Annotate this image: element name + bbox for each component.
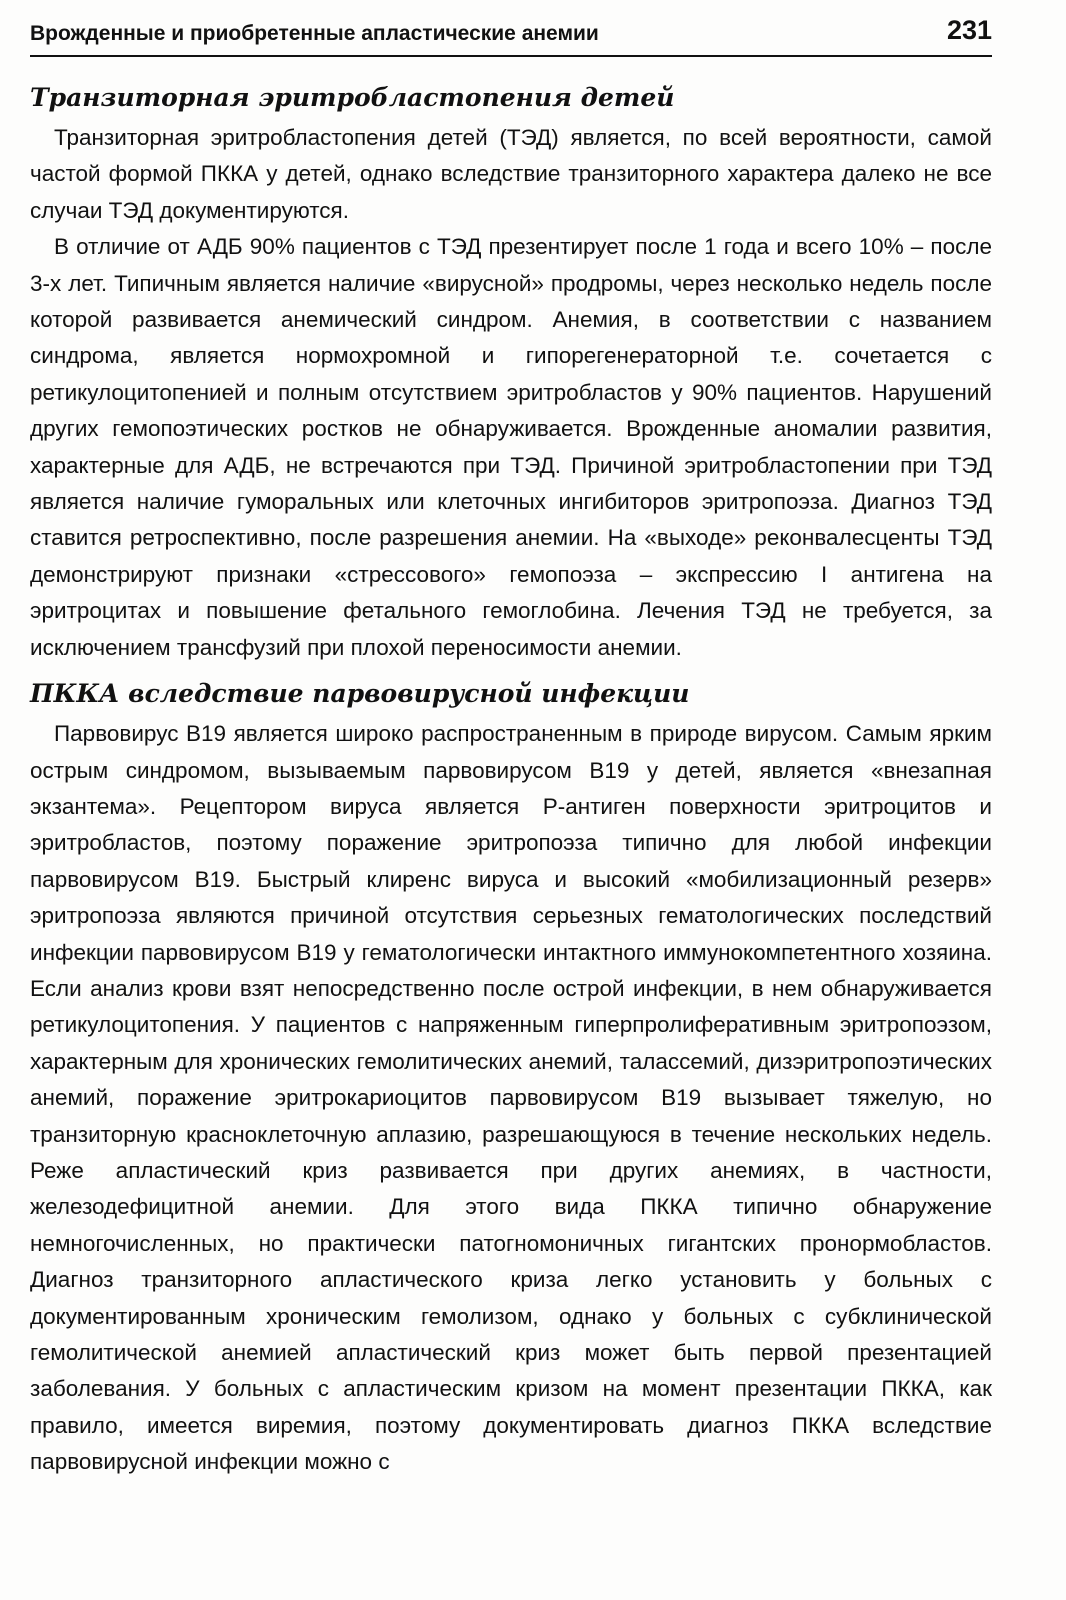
body-paragraph: В отличие от АДБ 90% пациентов с ТЭД презентирует после 1 года и всего 10% – после 3-х лет. Типичным является наличие «вирусной» продромы, через несколько недель после которой развивается анемический синдром. Анемия, в соответствии с названием синдрома, является нормохромной и гипорегенераторной т.е. сочетается с ретикулоцитопенией и полным отсутствием эритробластов у 90% пациентов. Нарушений других гемопоэтических ростков не обнаруживается. Врожденные аномалии развития, характерные для АДБ, не встречаются при ТЭД. Причиной эритробластопении при ТЭД является наличие гуморальных или клеточных ингибиторов эритропоэза. Диагноз ТЭД ставится ретроспективно, после разрешения анемии. На «выходе» реконвалесценты ТЭД демонстрируют признаки «стрессового» гемопоэза – экспрессию I антигена на эритроцитах и повышение фетального гемоглобина. Лечения ТЭД не требуется, за исключением трансфузий при плохой переносимости анемии. (30, 234, 992, 660)
body-paragraph: Транзиторная эритробластопения детей (ТЭД) является, по всей вероятности, самой частой формой ПККА у детей, однако вследствие транзиторного характера далеко не все случаи ТЭД документируются. (30, 125, 992, 223)
running-title: Врожденные и приобретенные апластические анемии (30, 22, 599, 45)
page-body (30, 76, 992, 1481)
section-heading-parvovirus-prca: ПККА вследствие парвовирусной инфекции (30, 679, 690, 709)
header-rule (30, 55, 992, 57)
page-number: 231 (946, 15, 992, 45)
body-paragraph: Парвовирус В19 является широко распространенным в природе вирусом. Самым ярким острым синдромом, вызываемым парвовирусом В19 у детей, является «внезапная экзантема». Рецептором вируса является Р-антиген поверхности эритроцитов и эритробластов, поэтому поражение эритропоэза типично для любой инфекции парвовирусом В19. Быстрый клиренс вируса и высокий «мобилизационный резерв» эритропоэза являются причиной отсутствия серьезных гематологических последствий инфекции парвовирусом В19 у гематологически интактного иммунокомпетентного хозяина. Если анализ крови взят непосредственно после острой инфекции, в нем обнаруживается ретикулоцитопения. У пациентов с напряженным гиперпролиферативным эритропоэзом, характерным для хронических гемолитических анемий, талассемий, дизэритропоэтических анемий, поражение эритрокариоцитов парвовирусом В19 вызывает тяжелую, но транзиторную красноклеточную аплазию, разрешающуюся в течение нескольких недель. Реже апластический криз развивается при других анемиях, в частности, железодефицитной анемии. Для этого вида ПККА типично обнаружение немногочисленных, но практически патогномоничных гигантских пронормобластов. Диагноз транзиторного апластического криза легко установить у больных с документированным хроническим гемолизом, однако у больных с субклинической гемолитической анемией апластический криз может быть первой презентацией заболевания. У больных с апластическим кризом на момент презентации ПККА, как правило, имеется виремия, поэтому документировать диагноз ПККА вследствие парвовирусной инфекции можно с (30, 721, 992, 1475)
section-heading-transient-erythroblastopenia: Транзиторная эритробластопения детей (30, 83, 675, 112)
running-header (30, 14, 992, 54)
